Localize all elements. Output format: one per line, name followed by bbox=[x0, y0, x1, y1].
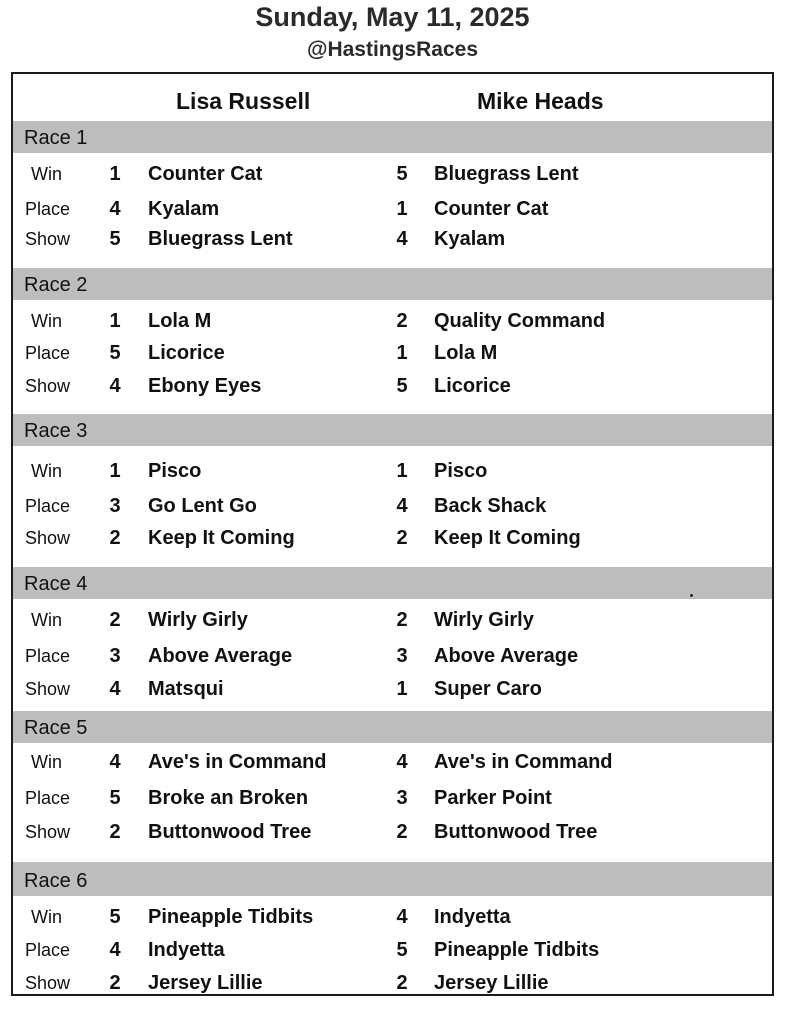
position-label-place: Place bbox=[25, 343, 71, 363]
position-label-win: Win bbox=[31, 311, 62, 331]
mike-heads-program-number: 1 bbox=[396, 198, 408, 220]
lisa-russell-horse-name: Kyalam bbox=[148, 198, 220, 220]
lisa-russell-horse-name: Ebony Eyes bbox=[148, 375, 262, 397]
mike-heads-horse-name: Buttonwood Tree bbox=[434, 821, 598, 843]
mike-heads-program-number: 4 bbox=[396, 495, 408, 517]
mike-heads-horse-name: Back Shack bbox=[434, 495, 547, 517]
lisa-russell-program-number: 4 bbox=[109, 939, 121, 961]
lisa-russell-horse-name: Above Average bbox=[148, 645, 293, 667]
position-label-win: Win bbox=[31, 164, 62, 184]
mike-heads-program-number: 3 bbox=[396, 645, 408, 667]
mike-heads-program-number: 2 bbox=[396, 972, 408, 994]
page-subtitle: @HastingsRaces bbox=[306, 38, 479, 61]
position-label-place: Place bbox=[25, 646, 71, 666]
lisa-russell-program-number: 4 bbox=[109, 678, 121, 700]
mike-heads-horse-name: Parker Point bbox=[434, 787, 552, 809]
mike-heads-program-number: 2 bbox=[396, 310, 408, 332]
lisa-russell-horse-name: Lola M bbox=[148, 310, 212, 332]
position-label-place: Place bbox=[25, 940, 71, 960]
pick-row-win bbox=[13, 902, 772, 932]
mike-heads-program-number: 4 bbox=[396, 751, 408, 773]
lisa-russell-program-number: 2 bbox=[109, 527, 121, 549]
lisa-russell-program-number: 1 bbox=[109, 163, 121, 185]
lisa-russell-program-number: 5 bbox=[109, 787, 121, 809]
race-header-bar bbox=[13, 567, 772, 599]
lisa-russell-horse-name: Wirly Girly bbox=[148, 609, 248, 631]
lisa-russell-program-number: 5 bbox=[109, 906, 121, 928]
race-label: Race 5 bbox=[24, 717, 88, 739]
race-header-bar bbox=[13, 862, 772, 896]
pick-row-win bbox=[13, 605, 772, 635]
lisa-russell-horse-name: Indyetta bbox=[148, 939, 225, 961]
lisa-russell-horse-name: Keep It Coming bbox=[148, 527, 295, 549]
mike-heads-horse-name: Pineapple Tidbits bbox=[434, 939, 600, 961]
lisa-russell-horse-name: Broke an Broken bbox=[148, 787, 309, 809]
position-label-win: Win bbox=[31, 752, 62, 772]
position-label-show: Show bbox=[25, 528, 71, 548]
lisa-russell-program-number: 3 bbox=[109, 495, 121, 517]
race-label: Race 1 bbox=[24, 127, 88, 149]
mike-heads-program-number: 1 bbox=[396, 342, 408, 364]
mike-heads-program-number: 1 bbox=[396, 678, 408, 700]
lisa-russell-program-number: 1 bbox=[109, 460, 121, 482]
mike-heads-horse-name: Counter Cat bbox=[434, 198, 549, 220]
position-label-win: Win bbox=[31, 461, 62, 481]
lisa-russell-horse-name: Ave's in Command bbox=[148, 751, 327, 773]
mike-heads-horse-name: Above Average bbox=[434, 645, 579, 667]
race-header-bar bbox=[13, 414, 772, 446]
position-label-show: Show bbox=[25, 973, 71, 993]
position-label-win: Win bbox=[31, 610, 62, 630]
pick-row-show bbox=[13, 371, 772, 401]
lisa-russell-program-number: 5 bbox=[109, 228, 121, 250]
pick-row-place bbox=[13, 783, 772, 813]
lisa-russell-program-number: 2 bbox=[109, 609, 121, 631]
lisa-russell-program-number: 4 bbox=[109, 375, 121, 397]
pick-row-place bbox=[13, 338, 772, 368]
race-header-bar bbox=[13, 268, 772, 300]
position-label-show: Show bbox=[25, 679, 71, 699]
lisa-russell-horse-name: Counter Cat bbox=[148, 163, 263, 185]
mike-heads-program-number: 5 bbox=[396, 163, 408, 185]
mike-heads-horse-name: Keep It Coming bbox=[434, 527, 581, 549]
lisa-russell-program-number: 1 bbox=[109, 310, 121, 332]
lisa-russell-horse-name: Go Lent Go bbox=[148, 495, 257, 517]
lisa-russell-horse-name: Bluegrass Lent bbox=[148, 228, 293, 250]
mike-heads-horse-name: Jersey Lillie bbox=[434, 972, 549, 994]
column-header-lisa-russell: Lisa Russell bbox=[176, 88, 311, 114]
pick-row-show bbox=[13, 224, 772, 254]
pick-row-win bbox=[13, 159, 772, 189]
stray-dot bbox=[690, 594, 693, 597]
mike-heads-program-number: 2 bbox=[396, 609, 408, 631]
lisa-russell-program-number: 5 bbox=[109, 342, 121, 364]
lisa-russell-program-number: 4 bbox=[109, 198, 121, 220]
pick-row-place bbox=[13, 935, 772, 965]
mike-heads-horse-name: Licorice bbox=[434, 375, 511, 397]
pick-row-place bbox=[13, 194, 772, 224]
pick-row-show bbox=[13, 674, 772, 704]
lisa-russell-horse-name: Pisco bbox=[148, 460, 202, 482]
lisa-russell-program-number: 4 bbox=[109, 751, 121, 773]
mike-heads-horse-name: Bluegrass Lent bbox=[434, 163, 579, 185]
position-label-show: Show bbox=[25, 229, 71, 249]
lisa-russell-horse-name: Matsqui bbox=[148, 678, 224, 700]
mike-heads-program-number: 2 bbox=[396, 821, 408, 843]
mike-heads-horse-name: Pisco bbox=[434, 460, 488, 482]
pick-row-win bbox=[13, 747, 772, 777]
mike-heads-horse-name: Super Caro bbox=[434, 678, 542, 700]
pick-row-place bbox=[13, 491, 772, 521]
mike-heads-program-number: 4 bbox=[396, 906, 408, 928]
position-label-show: Show bbox=[25, 822, 71, 842]
race-label: Race 4 bbox=[24, 573, 88, 595]
mike-heads-horse-name: Indyetta bbox=[434, 906, 511, 928]
mike-heads-program-number: 1 bbox=[396, 460, 408, 482]
lisa-russell-program-number: 3 bbox=[109, 645, 121, 667]
pick-row-place bbox=[13, 641, 772, 671]
mike-heads-program-number: 4 bbox=[396, 228, 408, 250]
position-label-win: Win bbox=[31, 907, 62, 927]
position-label-place: Place bbox=[25, 496, 71, 516]
pick-row-win bbox=[13, 306, 772, 336]
mike-heads-horse-name: Kyalam bbox=[434, 228, 506, 250]
lisa-russell-horse-name: Licorice bbox=[148, 342, 225, 364]
mike-heads-horse-name: Ave's in Command bbox=[434, 751, 613, 773]
position-label-place: Place bbox=[25, 788, 71, 808]
mike-heads-program-number: 3 bbox=[396, 787, 408, 809]
pick-row-win bbox=[13, 456, 772, 486]
pick-row-show bbox=[13, 523, 772, 553]
mike-heads-horse-name: Lola M bbox=[434, 342, 498, 364]
race-label: Race 2 bbox=[24, 274, 88, 296]
mike-heads-horse-name: Quality Command bbox=[434, 310, 606, 332]
pick-row-show bbox=[13, 968, 772, 998]
race-header-bar bbox=[13, 711, 772, 743]
page-title: Sunday, May 11, 2025 bbox=[255, 2, 530, 32]
pick-row-show bbox=[13, 817, 772, 847]
race-label: Race 3 bbox=[24, 420, 88, 442]
race-header-bar bbox=[13, 121, 772, 153]
mike-heads-horse-name: Wirly Girly bbox=[434, 609, 534, 631]
column-header-mike-heads: Mike Heads bbox=[477, 88, 604, 114]
position-label-show: Show bbox=[25, 376, 71, 396]
lisa-russell-program-number: 2 bbox=[109, 972, 121, 994]
race-label: Race 6 bbox=[24, 870, 88, 892]
lisa-russell-horse-name: Buttonwood Tree bbox=[148, 821, 312, 843]
lisa-russell-horse-name: Pineapple Tidbits bbox=[148, 906, 314, 928]
mike-heads-program-number: 2 bbox=[396, 527, 408, 549]
mike-heads-program-number: 5 bbox=[396, 375, 408, 397]
mike-heads-program-number: 5 bbox=[396, 939, 408, 961]
position-label-place: Place bbox=[25, 199, 71, 219]
lisa-russell-program-number: 2 bbox=[109, 821, 121, 843]
lisa-russell-horse-name: Jersey Lillie bbox=[148, 972, 263, 994]
